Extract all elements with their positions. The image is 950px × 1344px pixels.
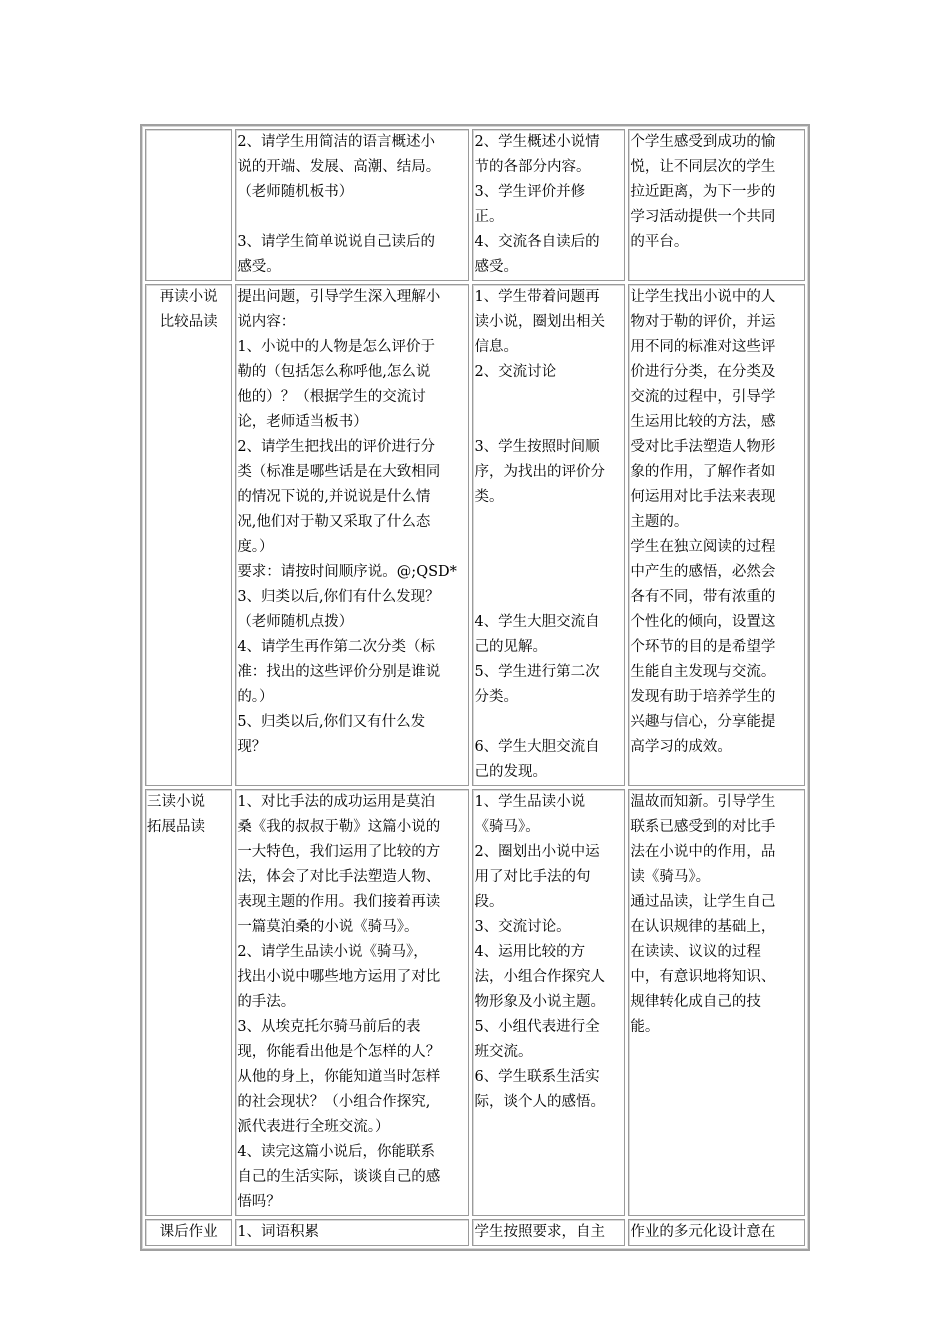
cell-line: 2、圈划出小说中运 xyxy=(474,844,600,860)
cell-line: 节的各部分内容。 xyxy=(474,159,591,175)
cell-line: 学习活动提供一个共同 xyxy=(630,209,776,225)
cell-line: 悦，让不同层次的学生 xyxy=(630,159,776,175)
table-row xyxy=(145,1219,805,1246)
cell-line: 的情况下说的,并说说是什么情 xyxy=(237,489,431,505)
cell-line: 信息。 xyxy=(474,339,518,355)
cell-line: 学生在独立阅读的过程 xyxy=(630,539,776,555)
cell-line: 论，老师适当板书） xyxy=(237,414,368,430)
cell-line: 兴趣与信心，分享能提 xyxy=(630,714,776,730)
cell-line: 中，有意识地将知识、 xyxy=(630,969,776,985)
cell-line: 己的发现。 xyxy=(474,764,547,780)
cell-line xyxy=(147,130,230,155)
cell-line: （老师随机板书） xyxy=(237,184,354,200)
cell-line: 悟吗？ xyxy=(237,1194,281,1210)
cell-line xyxy=(474,560,623,585)
cell-line: 价进行分类，在分类及 xyxy=(630,364,776,380)
cell-line: 己的见解。 xyxy=(474,639,547,655)
cell-line: 3、请学生简单说说自己读后的 xyxy=(237,234,436,250)
cell-line: 2、请学生品读小说《骑马》， xyxy=(237,944,428,960)
cell-line: 能。 xyxy=(630,1019,660,1035)
cell-line: 中产生的感悟，必然会 xyxy=(630,564,776,580)
cell-line: 个环节的目的是希望学 xyxy=(630,639,776,655)
student-activity-cell xyxy=(472,129,625,281)
cell-line: 在读读、议议的过程 xyxy=(630,944,761,960)
cell-line: 班交流。 xyxy=(474,1044,533,1060)
cell-line: 1、学生品读小说 xyxy=(474,794,586,810)
cell-line: 类（标准是哪些话是在大致相同 xyxy=(237,464,441,480)
cell-line: 法在小说中的作用，品 xyxy=(630,844,776,860)
cell-line: 况,他们对于勒又采取了什么态 xyxy=(237,514,431,530)
design-intent-cell xyxy=(628,789,805,1216)
cell-line: 生运用比较的方法，感 xyxy=(630,414,776,430)
cell-line: 分类。 xyxy=(474,689,518,705)
cell-line: 准：找出的这些评价分别是谁说 xyxy=(237,664,441,680)
cell-line: 找出小说中哪些地方运用了对比 xyxy=(237,969,441,985)
stage-cell xyxy=(145,284,232,786)
cell-line: 感受。 xyxy=(474,259,518,275)
cell-line: 段。 xyxy=(474,894,504,910)
cell-line xyxy=(474,585,623,610)
cell-line: 3、学生评价并修 xyxy=(474,184,586,200)
cell-line: 让学生找出小说中的人 xyxy=(630,289,776,305)
cell-line: 1、词语积累 xyxy=(237,1224,320,1240)
cell-line: 主题的。 xyxy=(630,514,689,530)
cell-line: 派代表进行全班交流。） xyxy=(237,1119,390,1135)
cell-line: 何运用对比手法来表现 xyxy=(630,489,776,505)
cell-line: 《骑马》。 xyxy=(474,819,540,835)
cell-line: 度。） xyxy=(237,539,274,555)
cell-line: 际，谈个人的感悟。 xyxy=(474,1094,605,1110)
cell-line: 在认识规律的基础上， xyxy=(630,919,776,935)
cell-line: 要求：请按时间顺序说。@;QSD* xyxy=(237,564,457,580)
cell-line: 现？ xyxy=(237,739,267,755)
cell-line xyxy=(474,535,623,560)
cell-line: 发现有助于培养学生的 xyxy=(630,689,776,705)
cell-line: 比较品读 xyxy=(159,314,218,330)
cell-line xyxy=(474,410,623,435)
cell-line: 1、学生带着问题再 xyxy=(474,289,600,305)
cell-line: 2、请学生用简洁的语言概述小 xyxy=(237,134,436,150)
cell-line: 的平台。 xyxy=(630,234,689,250)
cell-line: 一篇莫泊桑的小说《骑马》。 xyxy=(237,919,419,935)
cell-line: 1、小说中的人物是怎么评价于 xyxy=(237,339,436,355)
cell-line: 的手法。 xyxy=(237,994,296,1010)
student-activity-cell xyxy=(472,789,625,1216)
cell-line: 的。） xyxy=(237,689,274,705)
cell-line: 通过品读，让学生自己 xyxy=(630,894,776,910)
cell-line: 4、运用比较的方 xyxy=(474,944,586,960)
cell-line: 读小说，圈划出相关 xyxy=(474,314,605,330)
cell-line: 表现主题的作用。我们接着再读 xyxy=(237,894,441,910)
cell-line: 说内容： xyxy=(237,314,296,330)
cell-line: 3、学生按照时间顺 xyxy=(474,439,600,455)
lesson-plan-table xyxy=(140,124,810,1251)
cell-line: 6、学生大胆交流自 xyxy=(474,739,600,755)
cell-line: 3、交流讨论。 xyxy=(474,919,571,935)
cell-line: 拓展品读 xyxy=(147,819,205,835)
cell-line: 用了对比手法的句 xyxy=(474,869,591,885)
cell-line: 4、学生大胆交流自 xyxy=(474,614,600,630)
cell-line: 象的作用，了解作者如 xyxy=(630,464,776,480)
cell-line: 自己的生活实际，谈谈自己的感 xyxy=(237,1169,441,1185)
student-activity-cell xyxy=(472,284,625,786)
cell-line: 生能自主发现与交流。 xyxy=(630,664,776,680)
table-body xyxy=(145,129,805,1246)
stage-cell xyxy=(145,1219,232,1246)
cell-line: 勒的（包括怎么称呼他,怎么说 xyxy=(237,364,431,380)
design-intent-cell xyxy=(628,129,805,281)
cell-line: 再读小说 xyxy=(159,289,218,305)
teacher-activity-cell xyxy=(235,284,469,786)
cell-line: 2、交流讨论 xyxy=(474,364,557,380)
cell-line: 正。 xyxy=(474,209,504,225)
cell-line: 高学习的成效。 xyxy=(630,739,732,755)
cell-line: 5、小组代表进行全 xyxy=(474,1019,600,1035)
cell-line: 用不同的标准对这些评 xyxy=(630,339,776,355)
cell-line: 4、交流各自读后的 xyxy=(474,234,600,250)
cell-line: 个性化的倾向，设置这 xyxy=(630,614,776,630)
cell-line: 拉近距离，为下一步的 xyxy=(630,184,776,200)
cell-line: 5、学生进行第二次 xyxy=(474,664,600,680)
cell-line: 联系已感受到的对比手 xyxy=(630,819,776,835)
cell-line: 作业的多元化设计意在 xyxy=(630,1224,776,1240)
cell-line: 感受。 xyxy=(237,259,281,275)
cell-line: 说的开端、发展、高潮、结局。 xyxy=(237,159,441,175)
cell-line: 法，小组合作探究人 xyxy=(474,969,605,985)
teacher-activity-cell xyxy=(235,129,469,281)
cell-line: 的社会现状？（小组合作探究, xyxy=(237,1094,431,1110)
cell-line: 法，体会了对比手法塑造人物、 xyxy=(237,869,441,885)
cell-line: 各有不同，带有浓重的 xyxy=(630,589,776,605)
cell-line xyxy=(474,510,623,535)
table-row xyxy=(145,129,805,281)
cell-line: 桑《我的叔叔于勒》这篇小说的 xyxy=(237,819,441,835)
cell-line: 2、学生概述小说情 xyxy=(474,134,600,150)
cell-line: 交流的过程中，引导学 xyxy=(630,389,776,405)
student-activity-cell xyxy=(472,1219,625,1246)
cell-line: 受对比手法塑造人物形 xyxy=(630,439,776,455)
cell-line: 4、请学生再作第二次分类（标 xyxy=(237,639,436,655)
cell-line: 课后作业 xyxy=(159,1224,218,1240)
design-intent-cell xyxy=(628,284,805,786)
teacher-activity-cell xyxy=(235,1219,469,1246)
cell-line: 6、学生联系生活实 xyxy=(474,1069,600,1085)
cell-line xyxy=(237,205,467,230)
cell-line: （老师随机点拨） xyxy=(237,614,354,630)
design-intent-cell xyxy=(628,1219,805,1246)
cell-line: 物对于勒的评价，并运 xyxy=(630,314,776,330)
cell-line xyxy=(474,710,623,735)
teacher-activity-cell xyxy=(235,789,469,1216)
stage-cell xyxy=(145,789,232,1216)
cell-line: 物形象及小说主题。 xyxy=(474,994,605,1010)
cell-line: 类。 xyxy=(474,489,504,505)
cell-line: 3、从埃克托尔骑马前后的表 xyxy=(237,1019,421,1035)
cell-line: 2、请学生把找出的评价进行分 xyxy=(237,439,436,455)
cell-line: 一大特色，我们运用了比较的方 xyxy=(237,844,441,860)
cell-line: 从他的身上，你能知道当时怎样 xyxy=(237,1069,441,1085)
cell-line xyxy=(474,385,623,410)
cell-line: 1、对比手法的成功运用是莫泊 xyxy=(237,794,436,810)
cell-line: 三读小说 xyxy=(147,794,205,810)
table-row xyxy=(145,284,805,786)
cell-line: 学生按照要求，自主 xyxy=(474,1224,605,1240)
cell-line: 规律转化成自己的技 xyxy=(630,994,761,1010)
cell-line: 提出问题，引导学生深入理解小 xyxy=(237,289,441,305)
cell-line: 5、归类以后,你们又有什么发 xyxy=(237,714,426,730)
cell-line: 读《骑马》。 xyxy=(630,869,711,885)
cell-line: 序，为找出的评价分 xyxy=(474,464,605,480)
cell-line: 温故而知新。引导学生 xyxy=(630,794,776,810)
cell-line: 他的）？（根据学生的交流讨 xyxy=(237,389,426,405)
cell-line: 现，你能看出他是个怎样的人？ xyxy=(237,1044,441,1060)
stage-cell xyxy=(145,129,232,281)
cell-line: 个学生感受到成功的愉 xyxy=(630,134,776,150)
cell-line: 3、归类以后,你们有什么发现？ xyxy=(237,589,440,605)
table-row xyxy=(145,789,805,1216)
cell-line: 4、读完这篇小说后，你能联系 xyxy=(237,1144,436,1160)
